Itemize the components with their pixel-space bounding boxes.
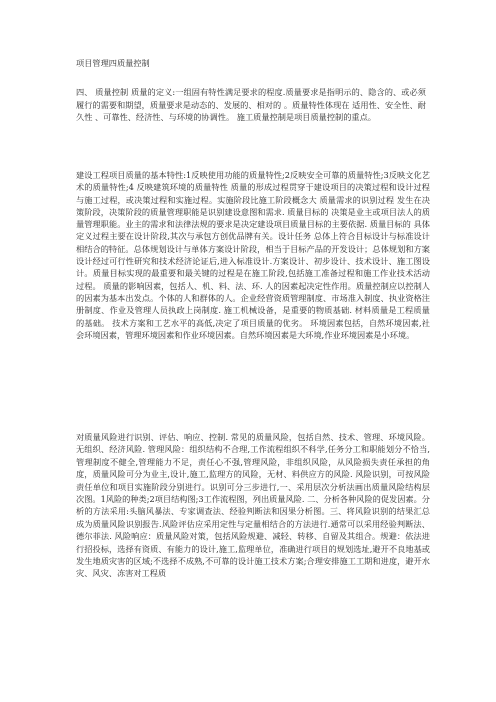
paragraph-quality-risk: 对质量风险进行识别、评估、响应、控制. 常见的质量风险，包括自然、技术、管理、环境风险。无组织、经济风险. 管理风险：组织结构不合理,工作流程组织不科学,任务分工和职能划分不恰当,管理制度不健全,管理能力不足，责任心不强,管理风险，非组织风险，从风险损失责任承担的角度，质量风险可分为业主,设计,施工,监理方的风险，无材、料供应方的风险. 风险识别，可按风险责任单位和项目实施阶段分别进行。识别可分三步进行,一、采用层次分析法画出质量风险结构层次图。1风险的种类;2项目结构图;3工作流程图，列出质量风险. 二、分析各种风险的促发因素。分析的方法采用:头脑风暴法、专家调查法、经验判断法和因果分析图。三、将风险识别的结果汇总成为质量风险识别报告.风险评估应采用定性与定量相结合的方法进行.通常可以采用经验判断法、德尔菲法. 风险响应：质量风险对策，包括风险规避、减轻、转移、自留及其组合。规避：依法进行招投标，选择有资质、有能力的设计,施工,监理单位，准确进行项目的规划选址,避开不良地基或发生地质灾害的区域;不选择不成熟,不可靠的设计施工技术方案;合理安排施工工期和进度，避开水灾、风灾、冻害对工程质 — [76, 432, 430, 579]
paragraph-quality-characteristics: 建设工程项目质量的基本特性:1反映使用功能的质量特性;2反映安全可靠的质量特性;3反映文化艺术的质量特性;4 反映建筑环境的质量特性 质量的形成过程贯穿于建设项目的决策过程和设计过程与施工过程，或决策过程和实施过程。实施阶段比施工阶段概念大 质量需求的识别过程 发生在决策阶段，决策阶段的质量管理职能是识别建设意图和需求. 质量目标的 决策是业主或项目法人的质量管理职能。业主的需求和法律法规的要求是决定建设项目质量目标的主要依据. 质量目标的 具体定义过程主要在设计阶段,其次与承包方创优品牌有关。设计任务 总体上符合目标设计与标准设计相结合的特征。总体规划设计与单体方案设计阶段，相当于目标产品的开发设计；总体规划和方案设计经过可行性研究和技术经济论证后,进入标准设计.方案设计、初步设计、技术设计、施工图设计。质量目标实现的最重要和最关键的过程是在施工阶段,包括施工准备过程和施工作业技术活动过程。 质量的影响因素，包括人、机、料、法、环. 人的因素起决定性作用。质量控制应以控制人的因素为基本出发点。个体的人和群体的人。企业经营资质管理制度、市场准入制度、执业资格注册制度、作业及管理人员执政上岗制度. 施工机械设备，是重要的物质基础. 材料质量是工程质量的基础。 技术方案和工艺水平的高低,决定了项目质量的优劣。 环境因素包括，自然环境因素,社会环境因素，管理环境因素和作业环境因素。自然环境因素是大环境,作业环境因素是小环境。 — [76, 170, 430, 340]
document-title: 项目管理四质量控制 — [76, 58, 150, 68]
paragraph-quality-definition: 四、 质量控制 质量的定义:一组固有特性满足要求的程度.质量要求是指明示的、隐含的、或必须履行的需要和期望，质量要求是动态的、发展的、相对的 。质量特性体现在 适用性、安全性、耐久性 、可靠性、经济性、与环境的协调性。 施工质量控制是项目质量控制的重点。 — [76, 87, 426, 123]
